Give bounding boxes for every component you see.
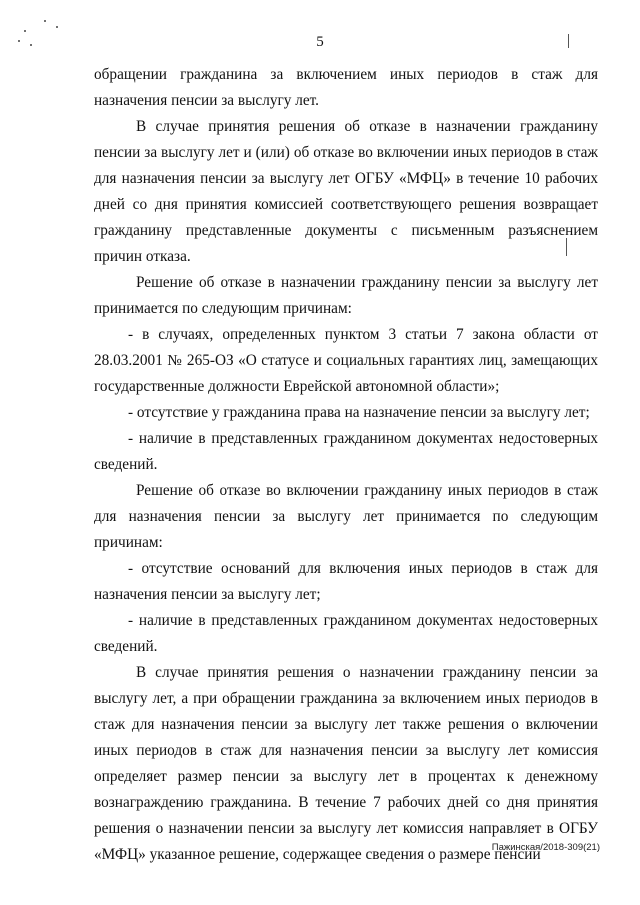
- document-body: [94, 62, 598, 868]
- document-reference: Пажинская/2018-309(21): [491, 842, 600, 853]
- scan-speck: [44, 20, 46, 22]
- page-number: 5: [316, 34, 324, 50]
- paragraph: Решение об отказе в назначении гражданину пенсии за выслугу лет принимается по следующим причинам:: [94, 274, 598, 317]
- paragraph: Решение об отказе во включении гражданину иных периодов в стаж для назначения пенсии за выслугу лет принимается по следующим причинам:: [94, 482, 598, 551]
- paragraph: В случае принятия решения об отказе в назначении гражданину пенсии за выслугу лет и (или) об отказе во включении иных периодов в стаж для назначения пенсии за выслугу лет ОГБУ «МФЦ» в течение 10 рабочих дней со дня принятия комиссией соответствующего решения возвращает гражданину представленные документы с письменным разъяснением причин отказа.: [94, 118, 598, 265]
- paragraph: обращении гражданина за включением иных периодов в стаж для назначения пенсии за выслугу лет.: [94, 66, 598, 109]
- scan-speck: [24, 30, 26, 32]
- list-item: - отсутствие у гражданина права на назначение пенсии за выслугу лет;: [128, 404, 590, 421]
- list-item: - наличие в представленных гражданином документах недостоверных сведений.: [94, 430, 598, 473]
- list-item: - наличие в представленных гражданином документах недостоверных сведений.: [94, 612, 598, 655]
- list-item: - отсутствие оснований для включения иных периодов в стаж для назначения пенсии за выслугу лет;: [94, 560, 598, 603]
- paragraph: В случае принятия решения о назначении гражданину пенсии за выслугу лет, а при обращении гражданина за включением иных периодов в стаж для назначения пенсии за выслугу лет также решения о включении иных периодов в стаж для назначения пенсии за выслугу лет комиссия определяет размер пенсии за выслугу лет в процентах к денежному вознаграждению гражданина. В течение 7 рабочих дней со дня принятия решения о назначении пенсии за выслугу лет комиссия направляет в ОГБУ «МФЦ» указанное решение, содержащее сведения о размере пенсии: [94, 664, 598, 863]
- scan-speck: [56, 26, 58, 28]
- list-item: - в случаях, определенных пунктом 3 статьи 7 закона области от 28.03.2001 № 265-ОЗ «О статусе и социальных гарантиях лиц, замещающих государственные должности Еврейской автономной области»;: [94, 326, 598, 395]
